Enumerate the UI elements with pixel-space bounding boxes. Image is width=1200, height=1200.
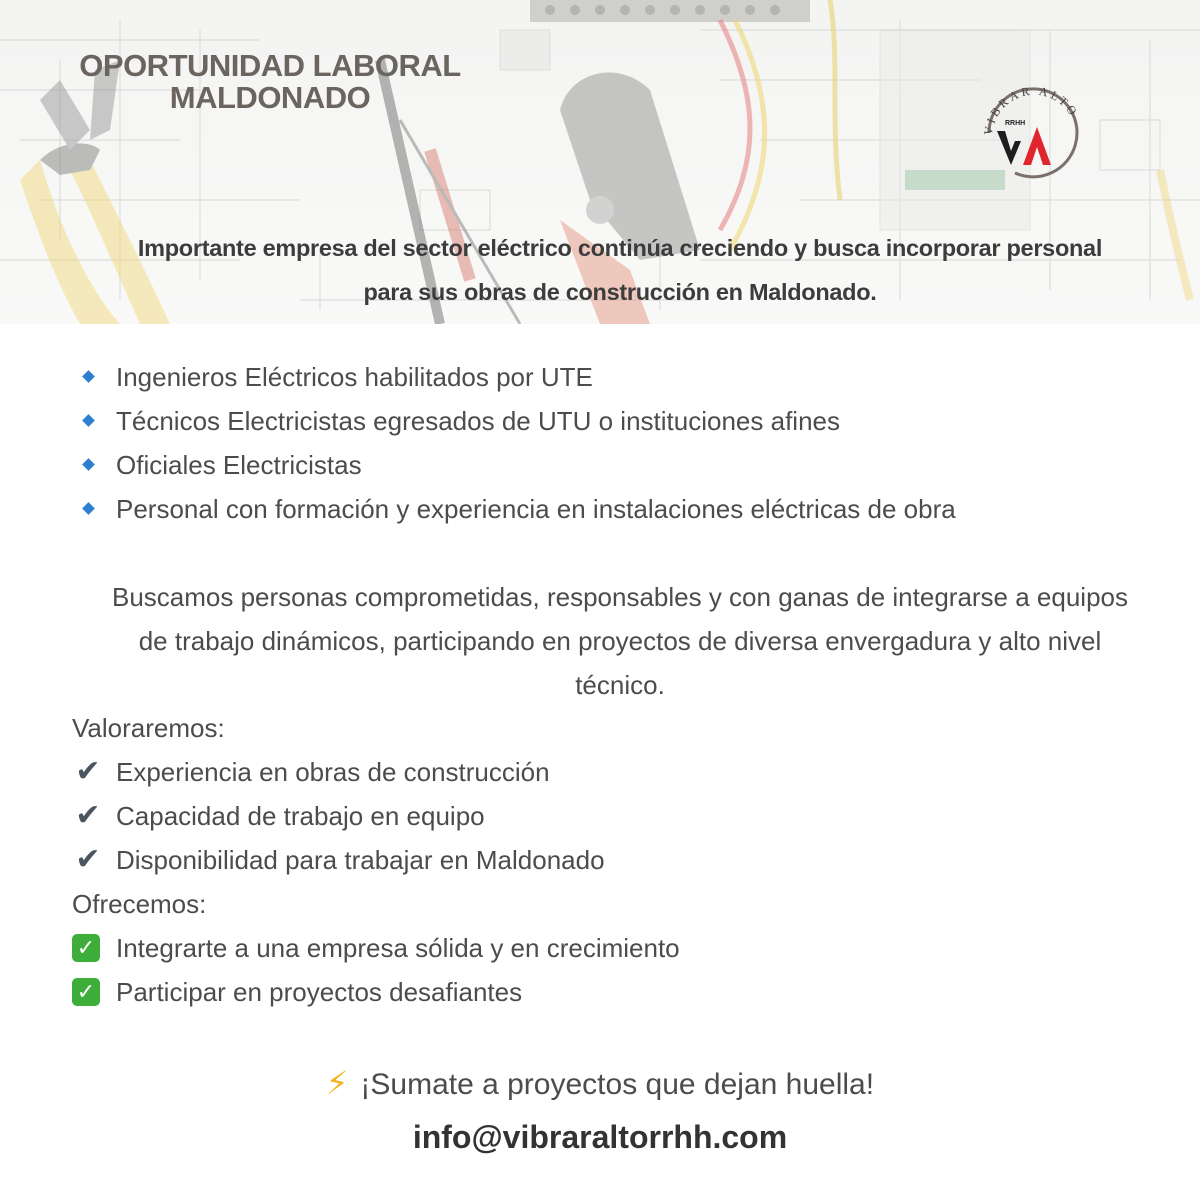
green-check-box-icon: ✓ xyxy=(72,978,100,1006)
list-item xyxy=(72,794,1072,838)
intro-line-2: para sus obras de construcción en Maldonado. xyxy=(363,279,877,305)
role-item xyxy=(80,399,956,443)
role-item xyxy=(80,355,956,399)
diamond-bullet-icon xyxy=(82,458,95,471)
list-item xyxy=(72,838,1072,882)
paragraph-line-3: técnico. xyxy=(575,670,665,700)
list-item-label: Participar en proyectos desafiantes xyxy=(116,977,523,1007)
heavy-check-mark-icon: ✔ xyxy=(75,799,101,832)
lightning-icon: ⚡ xyxy=(325,1065,349,1101)
header-banner xyxy=(0,0,1200,324)
heavy-check-mark-icon: ✔ xyxy=(75,755,101,788)
ofrecemos-heading: Ofrecemos: xyxy=(72,889,207,919)
list-item xyxy=(72,926,1072,970)
list-item-label: Experiencia en obras de construcción xyxy=(116,757,550,787)
logo-rrhh-text: RRHH xyxy=(1005,120,1026,127)
contact-email[interactable]: info@vibraraltorrhh.com xyxy=(412,1119,788,1155)
list-item xyxy=(72,750,1072,794)
role-label: Oficiales Electricistas xyxy=(116,450,362,480)
role-item xyxy=(80,487,956,531)
title-line-1: OPORTUNIDAD LABORAL xyxy=(79,48,461,83)
paragraph-line-1: Buscamos personas comprometidas, responsables y con ganas de integrarse a equipos xyxy=(111,582,1129,612)
green-check-box-icon: ✓ xyxy=(72,934,100,962)
list-item xyxy=(72,970,1072,1014)
diamond-bullet-icon xyxy=(82,502,95,515)
intro-line-1: Importante empresa del sector eléctrico continúa creciendo y busca incorporar personal xyxy=(137,235,1103,261)
valoraremos-heading: Valoraremos: xyxy=(72,713,225,743)
role-label: Técnicos Electricistas egresados de UTU o instituciones afines xyxy=(116,406,840,436)
intro-text xyxy=(60,226,1180,314)
list-item-label: Capacidad de trabajo en equipo xyxy=(116,801,485,831)
call-to-action xyxy=(0,1060,1200,1106)
logo-a-letter xyxy=(1023,127,1051,165)
logo-ring-text: VIBRAR ALTO xyxy=(980,83,1082,137)
diamond-bullet-icon xyxy=(82,370,95,383)
valoraremos-section xyxy=(72,706,1072,882)
heavy-check-mark-icon: ✔ xyxy=(75,843,101,876)
role-label: Ingenieros Eléctricos habilitados por UTE xyxy=(116,362,593,392)
ofrecemos-section xyxy=(72,882,1072,1014)
page-title xyxy=(70,50,470,114)
vibrar-alto-logo xyxy=(975,75,1090,190)
role-label: Personal con formación y experiencia en instalaciones eléctricas de obra xyxy=(116,494,956,524)
diamond-bullet-icon xyxy=(82,414,95,427)
role-item xyxy=(80,443,956,487)
list-item-label: Integrarte a una empresa sólida y en crecimiento xyxy=(116,933,680,963)
paragraph-line-2: de trabajo dinámicos, participando en proyectos de diversa envergadura y alto nivel xyxy=(138,626,1102,656)
logo-v-letter xyxy=(997,131,1021,165)
title-line-2: MALDONADO xyxy=(169,80,371,115)
description-paragraph xyxy=(60,575,1180,707)
cta-text: ¡Sumate a proyectos que dejan huella! xyxy=(360,1068,875,1101)
roles-list xyxy=(80,355,956,531)
list-item-label: Disponibilidad para trabajar en Maldonado xyxy=(116,845,605,875)
